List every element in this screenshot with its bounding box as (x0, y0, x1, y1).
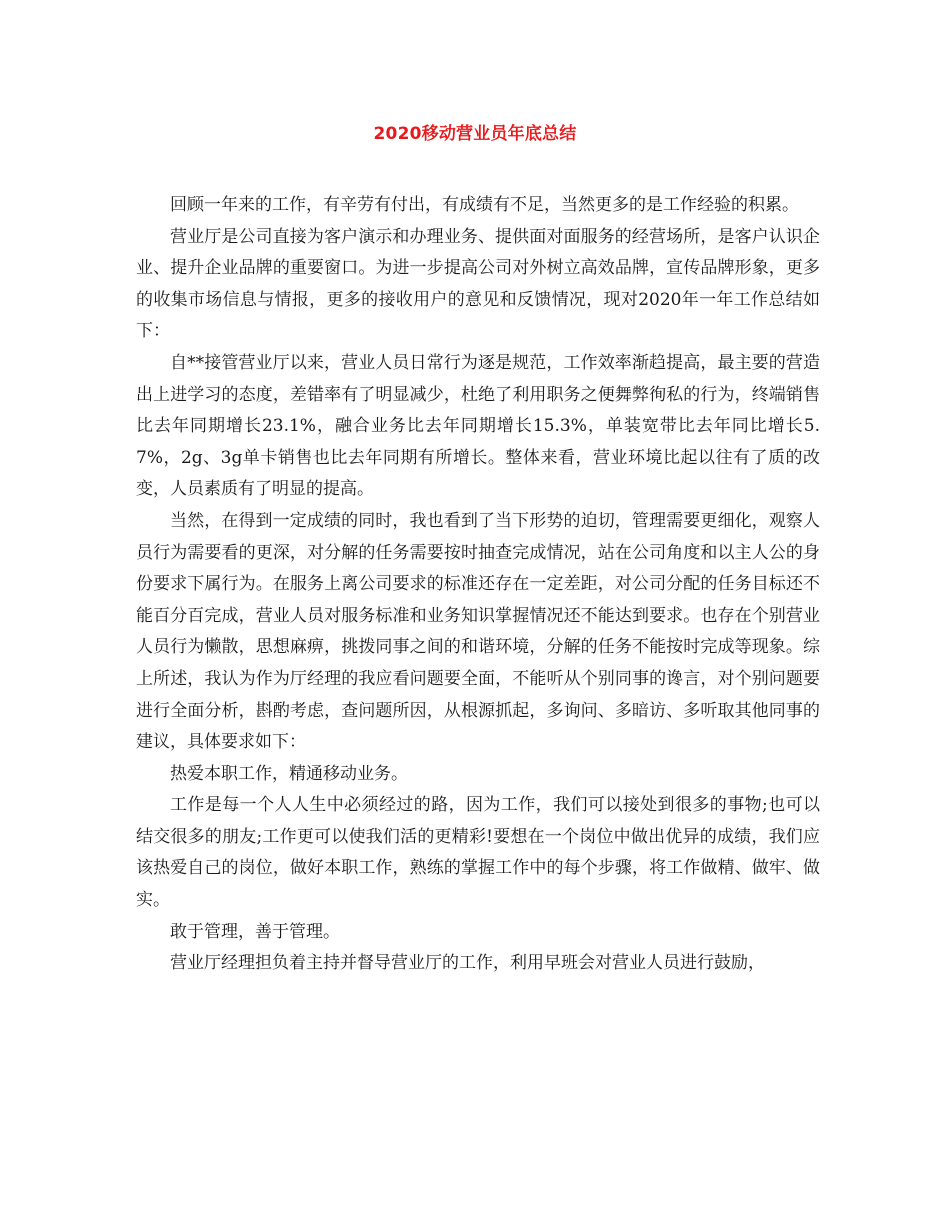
paragraph: 工作是每一个人人生中必须经过的路，因为工作，我们可以接处到很多的事物;也可以结交很多的朋友;工作更可以使我们活的更精彩!要想在一个岗位中做出优异的成绩，我们应该热爱自己的岗位，做好本职工作，熟练的掌握工作中的每个步骤，将工作做精、做牢、做实。 (136, 795, 820, 911)
paragraph: 自**接管营业厅以来，营业人员日常行为逐是规范，工作效率渐趋提高，最主要的营造出上进学习的态度，差错率有了明显减少，杜绝了利用职务之便舞弊徇私的行为，终端销售比去年同期增长23.1%，融合业务比去年同期增长15.3%，单装宽带比去年同比增长5.7%，2g、3g单卡销售也比去年同期有所增长。整体来看，营业环境比起以往有了质的改变，人员素质有了明显的提高。 (136, 352, 820, 500)
paragraph: 营业厅是公司直接为客户演示和办理业务、提供面对面服务的经营场所，是客户认识企业、提升企业品牌的重要窗口。为进一步提高公司对外树立高效品牌，宣传品牌形象，更多的收集市场信息与情报，更多的接收用户的意见和反馈情况，现对2020年一年工作总结如下： (136, 226, 820, 342)
paragraph-heading: 敢于管理，善于管理。 (170, 921, 340, 942)
paragraph: 营业厅经理担负着主持并督导营业厅的工作，利用早班会对营业人员进行鼓励， (170, 953, 765, 974)
paragraph: 当然，在得到一定成绩的同时，我也看到了当下形势的迫切，管理需要更细化，观察人员行为需要看的更深，对分解的任务需要按时抽查完成情况，站在公司角度和以主人公的身份要求下属行为。在服务上离公司要求的标准还存在一定差距，对公司分配的任务目标还不能百分百完成，营业人员对服务标准和业务知识掌握情况还不能达到要求。也存在个别营业人员行为懒散，思想麻痹，挑拨同事之间的和谐环境，分解的任务不能按时完成等现象。综上所述，我认为作为厅经理的我应看问题要全面，不能听从个别同事的谗言，对个别问题要进行全面分析，斟酌考虑，查问题所因，从根源抓起，多询问、多暗访、多听取其他同事的建议，具体要求如下： (136, 510, 820, 753)
paragraph-heading: 热爱本职工作，精通移动业务。 (170, 763, 408, 784)
document-title: 2020移动营业员年底总结 (373, 124, 577, 144)
paragraph: 回顾一年来的工作，有辛劳有付出，有成绩有不足，当然更多的是工作经验的积累。 (170, 195, 799, 215)
document-body (136, 190, 820, 980)
